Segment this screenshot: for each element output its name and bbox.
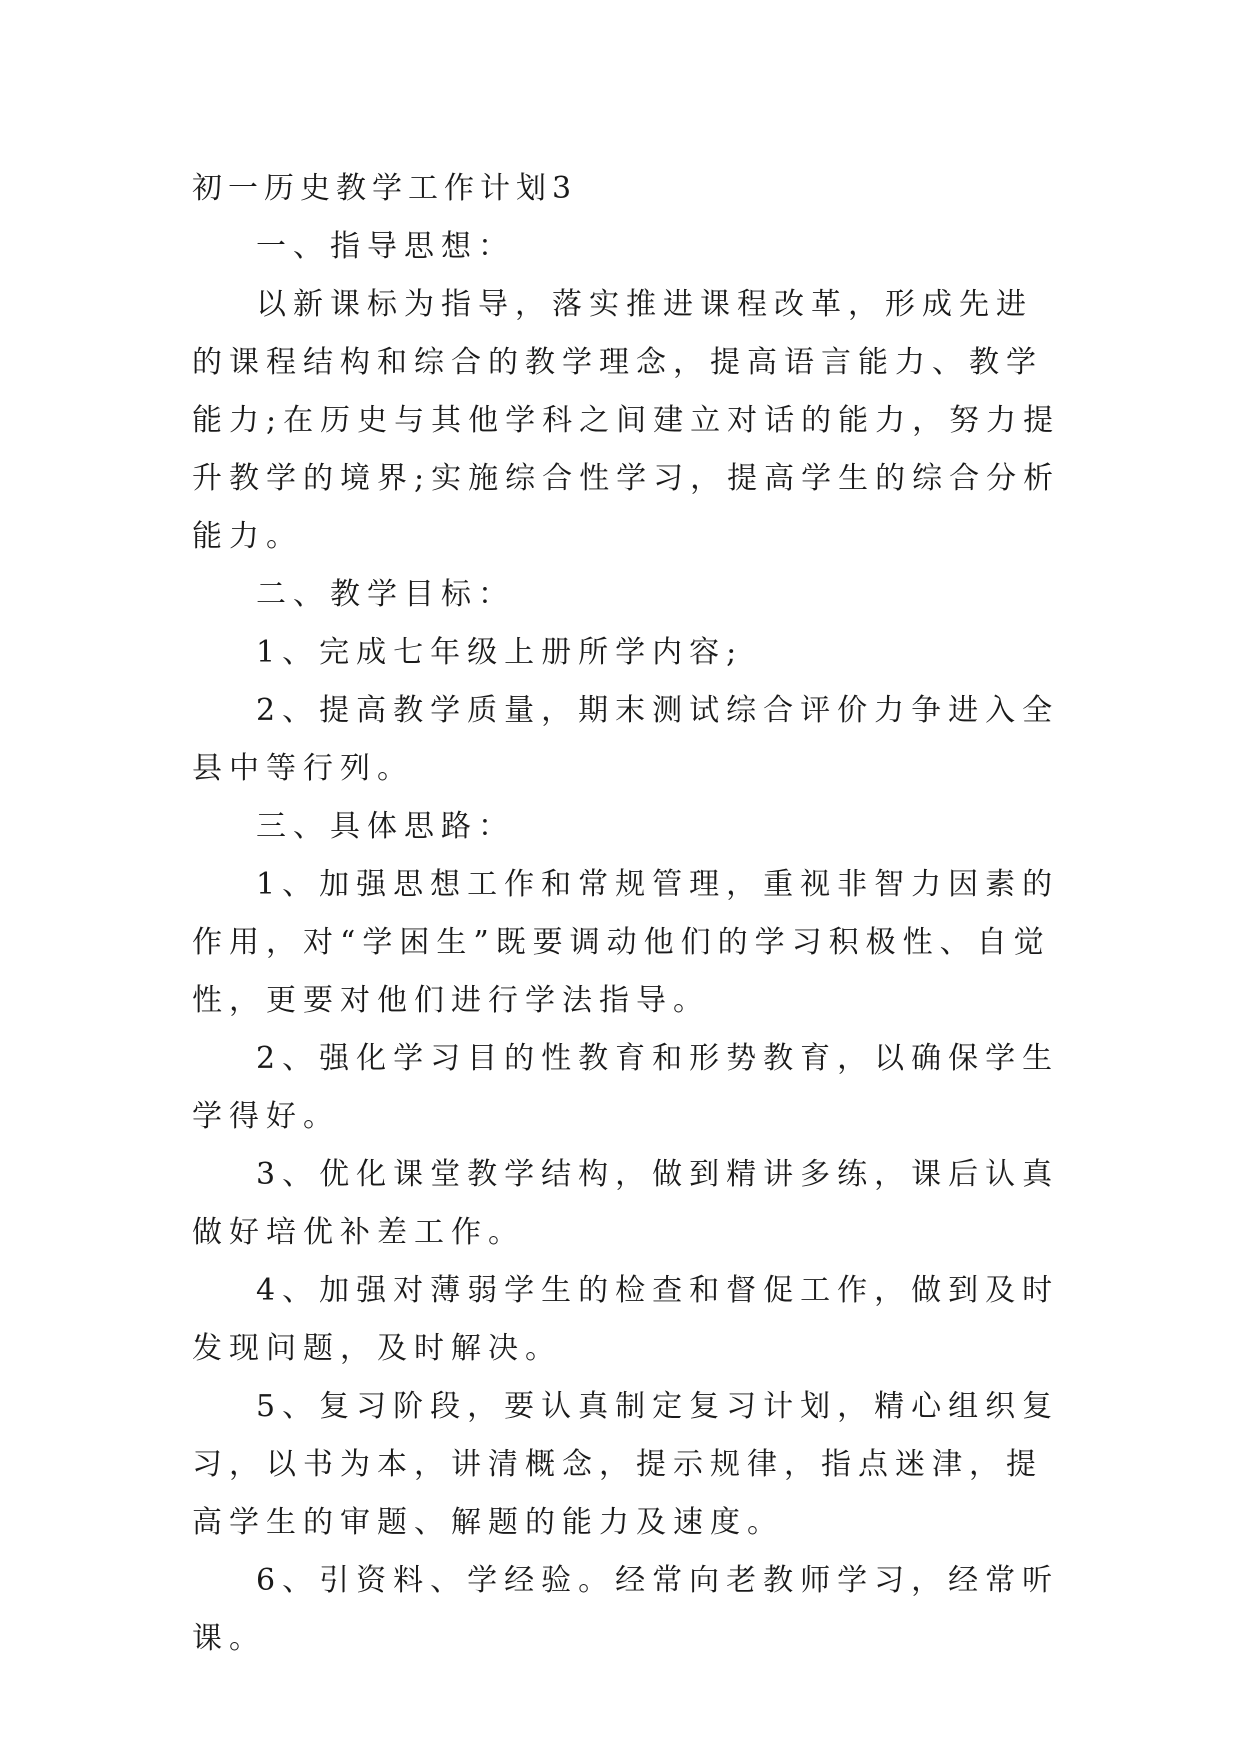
list-item: 3、优化课堂教学结构，做到精讲多练，课后认真做好培优补差工作。 <box>192 1157 1060 1250</box>
list-item: 6、引资料、学经验。经常向老教师学习，经常听课。 <box>192 1563 1060 1656</box>
list-item: 1、加强思想工作和常规管理，重视非智力因素的作用，对“学困生”既要调动他们的学习积极性、自觉性，更要对他们进行学法指导。 <box>192 867 1060 1018</box>
document-title: 初一历史教学工作计划3 <box>192 171 578 206</box>
section-heading: 一、指导思想： <box>256 229 515 264</box>
list-item: 4、加强对薄弱学生的检查和督促工作，做到及时发现问题，及时解决。 <box>192 1273 1060 1366</box>
list-item: 2、强化学习目的性教育和形势教育，以确保学生学得好。 <box>192 1041 1060 1134</box>
list-item: 2、提高教学质量，期末测试综合评价力争进入全县中等行列。 <box>192 693 1060 786</box>
section-heading: 三、具体思路： <box>256 809 515 844</box>
list-item: 1、完成七年级上册所学内容; <box>256 635 744 670</box>
paragraph: 以新课标为指导，落实推进课程改革，形成先进的课程结构和综合的教学理念，提高语言能力、教学能力;在历史与其他学科之间建立对话的能力，努力提升教学的境界;实施综合性学习，提高学生的综合分析能力。 <box>192 287 1061 554</box>
list-item: 5、复习阶段，要认真制定复习计划，精心组织复习，以书为本，讲清概念，提示规律，指点迷津，提高学生的审题、解题的能力及速度。 <box>192 1389 1060 1540</box>
document-body <box>192 160 1062 1668</box>
section-heading: 二、教学目标： <box>256 577 515 612</box>
